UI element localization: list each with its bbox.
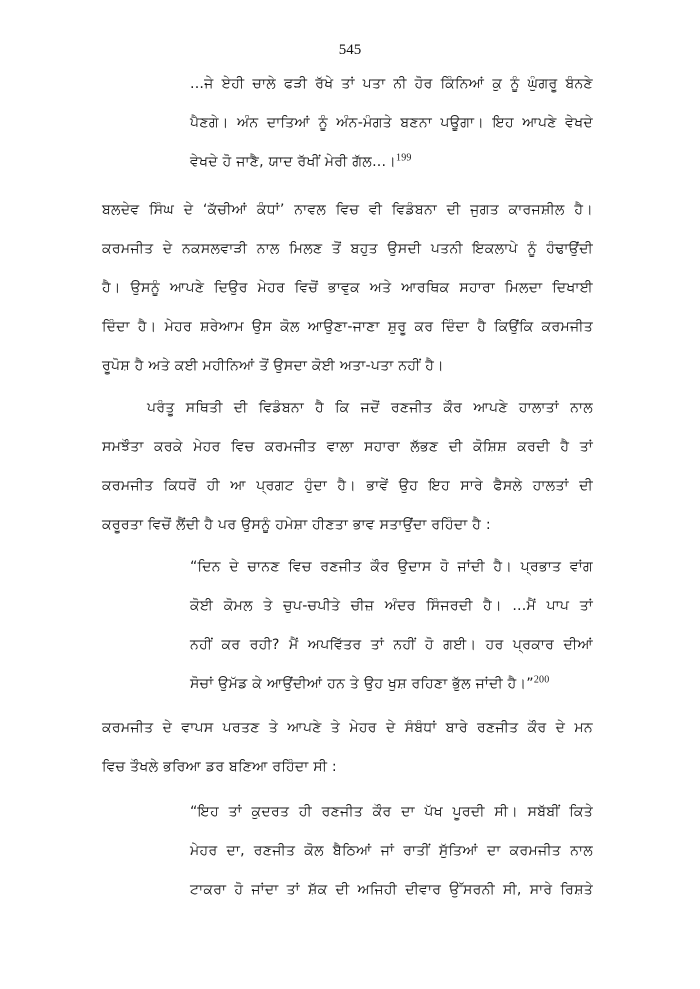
para-2-line-4: ਕਰੂਰਤਾ ਵਿਚੋਂ ਲੈਂਦੀ ਹੈ ਪਰ ਉਸਨੂੰ ਹਮੇਸ਼ਾ ਹੀਣਤਾ ਭਾਵ ਸਤਾਉਂਦਾ ਰਹਿੰਦਾ ਹੈ : — [102, 517, 491, 533]
para-2-line-1: ਪਰੰਤੂ ਸਥਿਤੀ ਦੀ ਵਿਡੰਬਨਾ ਹੈ ਕਿ ਜਦੋਂ ਰਣਜੀਤ ਕੌਰ ਆਪਣੇ ਹਾਲਾਤਾਂ ਨਾਲ — [147, 400, 593, 416]
para-1-line-4: ਦਿੰਦਾ ਹੈ। ਮੇਹਰ ਸ਼ਰੇਆਮ ਉਸ ਕੋਲ ਆਉਣਾ-ਜਾਣਾ ਸ਼ੁਰੂ ਕਰ ਦਿੰਦਾ ਹੈ ਕਿਉਂਕਿ ਕਰਮਜੀਤ — [102, 319, 593, 335]
para-1-line-2: ਕਰਮਜੀਤ ਦੇ ਨਕਸਲਵਾੜੀ ਨਾਲ ਮਿਲਣ ਤੋਂ ਬਹੁਤ ਉਸਦੀ ਪਤਨੀ ਇਕਲਾਪੇ ਨੂੰ ਹੰਢਾਉਂਦੀ — [102, 241, 593, 257]
quote-2-line-2: ਕੋਈ ਕੋਮਲ ਤੇ ਚੁਪ-ਚਪੀਤੇ ਚੀਜ਼ ਅੰਦਰ ਸਿੰਜਰਦੀ ਹੈ। ...ਮੈਂ ਪਾਪ ਤਾਂ — [190, 598, 593, 614]
para-2-line-2: ਸਮਝੌਤਾ ਕਰਕੇ ਮੇਹਰ ਵਿਚ ਕਰਮਜੀਤ ਵਾਲਾ ਸਹਾਰਾ ਲੱਭਣ ਦੀ ਕੋਸ਼ਿਸ਼ ਕਰਦੀ ਹੈ ਤਾਂ — [102, 439, 593, 455]
para-2-line-3: ਕਰਮਜੀਤ ਕਿਧਰੋਂ ਹੀ ਆ ਪ੍ਰਗਟ ਹੁੰਦਾ ਹੈ। ਭਾਵੇਂ ਉਹ ਇਹ ਸਾਰੇ ਫੈਸਲੇ ਹਾਲਤਾਂ ਦੀ — [102, 478, 593, 494]
footnote-200: 200 — [533, 674, 550, 686]
para-1-line-1: ਬਲਦੇਵ ਸਿੰਘ ਦੇ ‘ਕੱਚੀਆਂ ਕੰਧਾਂ’ ਨਾਵਲ ਵਿਚ ਵੀ ਵਿਡੰਬਨਾ ਦੀ ਜੁਗਤ ਕਾਰਜਸ਼ੀਲ ਹੈ। — [102, 202, 593, 218]
quote-1-line-1: ...ਜੇ ਏਹੀ ਚਾਲੇ ਫੜੀ ਰੱਖੇ ਤਾਂ ਪਤਾ ਨੀ ਹੋਰ ਕਿੰਨਿਆਂ ਕੁ ਨੂੰ ਘੁੰਗਰੂ ਬੰਨਣੇ — [190, 76, 593, 92]
footnote-199: 199 — [396, 152, 412, 164]
quote-2-line-4-text: ਸੋਚਾਂ ਉਮੱਡ ਕੇ ਆਉਂਦੀਆਂ ਹਨ ਤੇ ਉਹ ਖੁਸ਼ ਰਹਿਣਾ ਭੁੱਲ ਜਾਂਦੀ ਹੈ।” — [190, 676, 534, 692]
para-1-line-5: ਰੂਪੋਸ਼ ਹੈ ਅਤੇ ਕਈ ਮਹੀਨਿਆਂ ਤੋਂ ਉਸਦਾ ਕੋਈ ਅਤਾ-ਪਤਾ ਨਹੀਂ ਹੈ। — [102, 358, 444, 374]
quote-1-line-2: ਪੈਣਗੇ। ਅੰਨ ਦਾਤਿਆਂ ਨੂੰ ਅੰਨ-ਮੰਗਤੇ ਬਣਨਾ ਪਊਗਾ। ਇਹ ਆਪਣੇ ਵੇਖਦੇ — [190, 115, 593, 131]
quote-2-line-4 — [190, 674, 593, 694]
quote-3-line-3: ਟਾਕਰਾ ਹੋ ਜਾਂਦਾ ਤਾਂ ਸ਼ੱਕ ਦੀ ਅਜਿਹੀ ਦੀਵਾਰ ਉੱਸਰਨੀ ਸੀ, ਸਾਰੇ ਰਿਸ਼ਤੇ — [190, 882, 593, 898]
para-1-line-3: ਹੈ। ਉਸਨੂੰ ਆਪਣੇ ਦਿਉਰ ਮੇਹਰ ਵਿਚੋਂ ਭਾਵੁਕ ਅਤੇ ਆਰਥਿਕ ਸਹਾਰਾ ਮਿਲਦਾ ਦਿਖਾਈ — [102, 280, 593, 296]
quote-3-line-2: ਮੇਹਰ ਦਾ, ਰਣਜੀਤ ਕੋਲ ਬੈਠਿਆਂ ਜਾਂ ਰਾਤੀਂ ਸੁੱਤਿਆਂ ਦਾ ਕਰਮਜੀਤ ਨਾਲ — [190, 843, 593, 859]
quote-2-line-3: ਨਹੀਂ ਕਰ ਰਹੀ? ਮੈਂ ਅਪਵਿੱਤਰ ਤਾਂ ਨਹੀਂ ਹੋ ਗਈ। ਹਰ ਪ੍ਰਕਾਰ ਦੀਆਂ — [190, 637, 593, 653]
quote-3-line-1: “ਇਹ ਤਾਂ ਕੁਦਰਤ ਹੀ ਰਣਜੀਤ ਕੌਰ ਦਾ ਪੱਖ ਪੂਰਦੀ ਸੀ। ਸਬੱਬੀਂ ਕਿਤੇ — [190, 804, 593, 820]
quote-1-line-3 — [190, 152, 593, 172]
page-number: 545 — [338, 42, 362, 58]
para-3-line-1: ਕਰਮਜੀਤ ਦੇ ਵਾਪਸ ਪਰਤਣ ਤੇ ਆਪਣੇ ਤੇ ਮੇਹਰ ਦੇ ਸੰਬੰਧਾਂ ਬਾਰੇ ਰਣਜੀਤ ਕੌਰ ਦੇ ਮਨ — [102, 720, 593, 736]
quote-2-line-1: “ਦਿਨ ਦੇ ਚਾਨਣ ਵਿਚ ਰਣਜੀਤ ਕੌਰ ਉਦਾਸ ਹੋ ਜਾਂਦੀ ਹੈ। ਪ੍ਰਭਾਤ ਵਾਂਗ — [190, 559, 593, 575]
para-3-line-2: ਵਿਚ ਤੌਖਲੇ ਭਰਿਆ ਡਰ ਬਣਿਆ ਰਹਿੰਦਾ ਸੀ : — [102, 759, 337, 775]
quote-1-line-3-text: ਵੇਖਦੇ ਹੋ ਜਾਣੈ, ਯਾਦ ਰੱਖੀਂ ਮੇਰੀ ਗੱਲ...। — [190, 154, 396, 170]
